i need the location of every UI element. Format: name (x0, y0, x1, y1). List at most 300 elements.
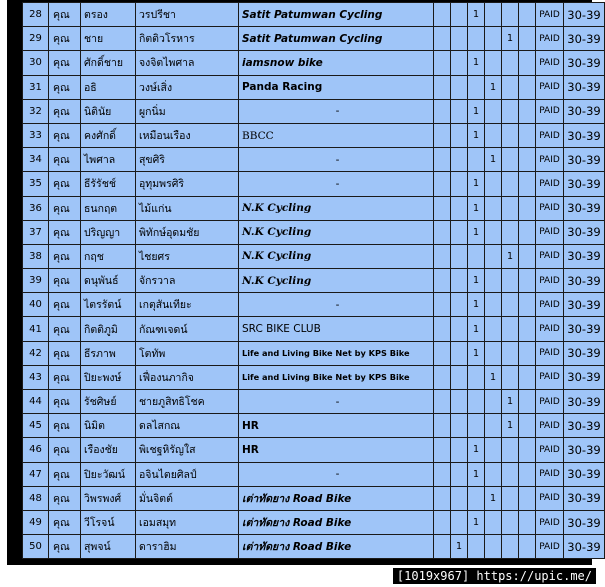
category-flag-6 (519, 220, 536, 244)
payment-status: PAID (536, 172, 564, 196)
category-flag-1 (434, 148, 451, 172)
category-flag-4 (485, 220, 502, 244)
rider-title: คุณ (49, 51, 81, 75)
rider-title: คุณ (49, 220, 81, 244)
table-row (23, 462, 605, 486)
rider-first-name: เรืองชัย (81, 438, 136, 462)
team-name: HR (239, 414, 434, 438)
rider-last-name: ไม้แก่น (136, 196, 239, 220)
category-flag-3: 1 (468, 317, 485, 341)
category-flag-3: 1 (468, 462, 485, 486)
payment-status: PAID (536, 3, 564, 27)
table-row (23, 220, 605, 244)
rider-first-name: นิตินัย (81, 99, 136, 123)
row-number: 30 (23, 51, 49, 75)
team-name: Life and Living Bike Net by KPS Bike (239, 365, 434, 389)
category-flag-1 (434, 438, 451, 462)
category-flag-6 (519, 341, 536, 365)
category-flag-2 (451, 172, 468, 196)
category-flag-2 (451, 196, 468, 220)
team-name: N.K Cycling (239, 196, 434, 220)
age-group: 30-39 (564, 535, 605, 559)
rider-title: คุณ (49, 172, 81, 196)
table-row (23, 510, 605, 534)
rider-title: คุณ (49, 365, 81, 389)
category-flag-3: 1 (468, 220, 485, 244)
category-flag-6 (519, 462, 536, 486)
age-group: 30-39 (564, 123, 605, 147)
payment-status: PAID (536, 462, 564, 486)
category-flag-5 (502, 462, 519, 486)
table-row (23, 244, 605, 268)
category-flag-2 (451, 3, 468, 27)
table-row (23, 27, 605, 51)
row-number: 39 (23, 269, 49, 293)
category-flag-4 (485, 535, 502, 559)
category-flag-6 (519, 486, 536, 510)
rider-last-name: จักรวาล (136, 269, 239, 293)
category-flag-3 (468, 414, 485, 438)
category-flag-2 (451, 123, 468, 147)
category-flag-6 (519, 123, 536, 147)
category-flag-6 (519, 317, 536, 341)
rider-last-name: จงจิตไพศาล (136, 51, 239, 75)
rider-last-name: ผูกนิ่ม (136, 99, 239, 123)
category-flag-3 (468, 244, 485, 268)
rider-last-name: ชายภูสิทธิโชค (136, 390, 239, 414)
category-flag-2 (451, 438, 468, 462)
category-flag-3: 1 (468, 341, 485, 365)
payment-status: PAID (536, 123, 564, 147)
category-flag-2 (451, 220, 468, 244)
category-flag-2 (451, 99, 468, 123)
team-name: BBCC (239, 123, 434, 147)
rider-title: คุณ (49, 486, 81, 510)
age-group: 30-39 (564, 27, 605, 51)
rider-first-name: สุพจน์ (81, 535, 136, 559)
payment-status: PAID (536, 510, 564, 534)
category-flag-1 (434, 244, 451, 268)
category-flag-5: 1 (502, 414, 519, 438)
document-frame (7, 0, 601, 565)
category-flag-1 (434, 27, 451, 51)
age-group: 30-39 (564, 148, 605, 172)
age-group: 30-39 (564, 99, 605, 123)
category-flag-4 (485, 317, 502, 341)
category-flag-5 (502, 293, 519, 317)
registration-table (22, 2, 605, 559)
payment-status: PAID (536, 341, 564, 365)
category-flag-6 (519, 244, 536, 268)
category-flag-3: 1 (468, 293, 485, 317)
category-flag-4 (485, 293, 502, 317)
category-flag-5: 1 (502, 390, 519, 414)
payment-status: PAID (536, 220, 564, 244)
category-flag-3 (468, 535, 485, 559)
category-flag-3: 1 (468, 51, 485, 75)
rider-last-name: วงษ์เสิ่ง (136, 75, 239, 99)
category-flag-2 (451, 51, 468, 75)
category-flag-1 (434, 414, 451, 438)
row-number: 50 (23, 535, 49, 559)
table-row (23, 486, 605, 510)
team-name: HR (239, 438, 434, 462)
category-flag-5 (502, 196, 519, 220)
age-group: 30-39 (564, 317, 605, 341)
category-flag-6 (519, 438, 536, 462)
category-flag-6 (519, 196, 536, 220)
team-name: - (239, 172, 434, 196)
payment-status: PAID (536, 269, 564, 293)
row-number: 43 (23, 365, 49, 389)
category-flag-6 (519, 390, 536, 414)
rider-last-name: อุทุมพรศิริ (136, 172, 239, 196)
rider-first-name: ธีรัรัชช์ (81, 172, 136, 196)
row-number: 40 (23, 293, 49, 317)
category-flag-3: 1 (468, 196, 485, 220)
age-group: 30-39 (564, 293, 605, 317)
category-flag-5 (502, 510, 519, 534)
category-flag-2 (451, 486, 468, 510)
rider-first-name: อธิ (81, 75, 136, 99)
rider-last-name: มั่นจิตต์ (136, 486, 239, 510)
rider-last-name: ไชยศร (136, 244, 239, 268)
team-name: N.K Cycling (239, 269, 434, 293)
table-row (23, 414, 605, 438)
age-group: 30-39 (564, 462, 605, 486)
category-flag-4 (485, 99, 502, 123)
category-flag-5 (502, 438, 519, 462)
payment-status: PAID (536, 51, 564, 75)
row-number: 35 (23, 172, 49, 196)
category-flag-2 (451, 269, 468, 293)
age-group: 30-39 (564, 172, 605, 196)
rider-first-name: วิพรพงศ์ (81, 486, 136, 510)
category-flag-6 (519, 3, 536, 27)
category-flag-2 (451, 462, 468, 486)
category-flag-4 (485, 3, 502, 27)
rider-first-name: ไพศาล (81, 148, 136, 172)
team-name: - (239, 99, 434, 123)
team-name: Satit Patumwan Cycling (239, 3, 434, 27)
category-flag-1 (434, 75, 451, 99)
category-flag-5 (502, 486, 519, 510)
category-flag-3 (468, 486, 485, 510)
rider-last-name: กิตติวโรหาร (136, 27, 239, 51)
age-group: 30-39 (564, 244, 605, 268)
rider-last-name: โตทัพ (136, 341, 239, 365)
team-name: Panda Racing (239, 75, 434, 99)
category-flag-6 (519, 99, 536, 123)
category-flag-2 (451, 27, 468, 51)
team-name: เต่าทัดยาง Road Bike (239, 510, 434, 534)
row-number: 42 (23, 341, 49, 365)
rider-last-name: เฟื่องนภากิจ (136, 365, 239, 389)
rider-last-name: อจินไตยศิลป์ (136, 462, 239, 486)
category-flag-6 (519, 293, 536, 317)
rider-last-name: เหมือนเรือง (136, 123, 239, 147)
table-row (23, 293, 605, 317)
table-row (23, 172, 605, 196)
table-row (23, 390, 605, 414)
rider-first-name: ธีรภาพ (81, 341, 136, 365)
category-flag-6 (519, 414, 536, 438)
category-flag-3 (468, 75, 485, 99)
rider-last-name: พิทักษ์อุดมชัย (136, 220, 239, 244)
payment-status: PAID (536, 148, 564, 172)
category-flag-6 (519, 365, 536, 389)
category-flag-6 (519, 535, 536, 559)
payment-status: PAID (536, 390, 564, 414)
payment-status: PAID (536, 196, 564, 220)
rider-title: คุณ (49, 123, 81, 147)
category-flag-5 (502, 220, 519, 244)
table-row (23, 317, 605, 341)
category-flag-1 (434, 341, 451, 365)
rider-first-name: ดนุพันธ์ (81, 269, 136, 293)
rider-first-name: ธนกฤต (81, 196, 136, 220)
category-flag-2 (451, 365, 468, 389)
rider-title: คุณ (49, 99, 81, 123)
age-group: 30-39 (564, 438, 605, 462)
team-name: N.K Cycling (239, 220, 434, 244)
team-name: Satit Patumwan Cycling (239, 27, 434, 51)
rider-first-name: กฤช (81, 244, 136, 268)
row-number: 31 (23, 75, 49, 99)
rider-first-name: คงศักดิ์ (81, 123, 136, 147)
category-flag-5 (502, 365, 519, 389)
rider-title: คุณ (49, 390, 81, 414)
category-flag-2 (451, 293, 468, 317)
rider-first-name: รัชศิษย์ (81, 390, 136, 414)
rider-last-name: ดาราฮิม (136, 535, 239, 559)
rider-first-name: ตรอง (81, 3, 136, 27)
category-flag-5: 1 (502, 27, 519, 51)
table-row (23, 269, 605, 293)
row-number: 46 (23, 438, 49, 462)
row-number: 28 (23, 3, 49, 27)
rider-title: คุณ (49, 438, 81, 462)
rider-first-name: ชาย (81, 27, 136, 51)
rider-title: คุณ (49, 462, 81, 486)
category-flag-3 (468, 27, 485, 51)
team-name: N.K Cycling (239, 244, 434, 268)
row-number: 48 (23, 486, 49, 510)
category-flag-3: 1 (468, 99, 485, 123)
age-group: 30-39 (564, 390, 605, 414)
rider-first-name: วีโรจน์ (81, 510, 136, 534)
team-name: - (239, 390, 434, 414)
category-flag-1 (434, 510, 451, 534)
category-flag-5 (502, 75, 519, 99)
category-flag-1 (434, 3, 451, 27)
team-name: SRC BIKE CLUB (239, 317, 434, 341)
rider-last-name: กัณฑเจดน์ (136, 317, 239, 341)
table-row (23, 196, 605, 220)
category-flag-6 (519, 51, 536, 75)
row-number: 33 (23, 123, 49, 147)
category-flag-1 (434, 172, 451, 196)
rider-first-name: ศักดิ์ชาย (81, 51, 136, 75)
category-flag-2 (451, 390, 468, 414)
table-row (23, 535, 605, 559)
category-flag-2 (451, 510, 468, 534)
category-flag-3: 1 (468, 123, 485, 147)
category-flag-5 (502, 99, 519, 123)
category-flag-6 (519, 148, 536, 172)
team-name: เต่าทัดยาง Road Bike (239, 486, 434, 510)
age-group: 30-39 (564, 75, 605, 99)
payment-status: PAID (536, 438, 564, 462)
payment-status: PAID (536, 75, 564, 99)
image-host-footer: [1019x967] https://upic.me/ (393, 568, 596, 584)
rider-title: คุณ (49, 414, 81, 438)
table-row (23, 365, 605, 389)
category-flag-3: 1 (468, 269, 485, 293)
rider-first-name: นิมิต (81, 414, 136, 438)
category-flag-5 (502, 172, 519, 196)
team-name: - (239, 293, 434, 317)
category-flag-4 (485, 269, 502, 293)
table-row (23, 99, 605, 123)
table-row (23, 123, 605, 147)
category-flag-5 (502, 148, 519, 172)
rider-title: คุณ (49, 3, 81, 27)
category-flag-4 (485, 341, 502, 365)
category-flag-3: 1 (468, 438, 485, 462)
rider-last-name: พิเชฐหิรัญใส (136, 438, 239, 462)
age-group: 30-39 (564, 3, 605, 27)
rider-first-name: กิตติภูมิ (81, 317, 136, 341)
category-flag-3 (468, 148, 485, 172)
rider-title: คุณ (49, 510, 81, 534)
row-number: 45 (23, 414, 49, 438)
category-flag-5 (502, 317, 519, 341)
age-group: 30-39 (564, 341, 605, 365)
category-flag-4 (485, 462, 502, 486)
rider-last-name: เกตุสันเทียะ (136, 293, 239, 317)
row-number: 29 (23, 27, 49, 51)
category-flag-1 (434, 123, 451, 147)
category-flag-1 (434, 535, 451, 559)
rider-title: คุณ (49, 75, 81, 99)
category-flag-1 (434, 486, 451, 510)
row-number: 34 (23, 148, 49, 172)
row-number: 36 (23, 196, 49, 220)
rider-title: คุณ (49, 27, 81, 51)
category-flag-3: 1 (468, 510, 485, 534)
category-flag-6 (519, 510, 536, 534)
team-name: Life and Living Bike Net by KPS Bike (239, 341, 434, 365)
category-flag-5 (502, 51, 519, 75)
category-flag-5 (502, 269, 519, 293)
row-number: 38 (23, 244, 49, 268)
rider-title: คุณ (49, 196, 81, 220)
category-flag-3 (468, 390, 485, 414)
row-number: 44 (23, 390, 49, 414)
rider-first-name: ปิยะวัฒน์ (81, 462, 136, 486)
payment-status: PAID (536, 293, 564, 317)
category-flag-3: 1 (468, 3, 485, 27)
row-number: 32 (23, 99, 49, 123)
rider-last-name: เอมสมุท (136, 510, 239, 534)
age-group: 30-39 (564, 414, 605, 438)
category-flag-4 (485, 123, 502, 147)
row-number: 47 (23, 462, 49, 486)
rider-title: คุณ (49, 293, 81, 317)
category-flag-1 (434, 390, 451, 414)
category-flag-1 (434, 269, 451, 293)
table-row (23, 438, 605, 462)
category-flag-4: 1 (485, 148, 502, 172)
age-group: 30-39 (564, 486, 605, 510)
rider-title: คุณ (49, 341, 81, 365)
age-group: 30-39 (564, 51, 605, 75)
category-flag-3 (468, 365, 485, 389)
row-number: 41 (23, 317, 49, 341)
category-flag-6 (519, 269, 536, 293)
rider-last-name: สุขศิริ (136, 148, 239, 172)
rider-title: คุณ (49, 148, 81, 172)
payment-status: PAID (536, 99, 564, 123)
team-name: - (239, 462, 434, 486)
rider-first-name: ปริญญา (81, 220, 136, 244)
category-flag-5 (502, 341, 519, 365)
category-flag-5 (502, 535, 519, 559)
payment-status: PAID (536, 244, 564, 268)
age-group: 30-39 (564, 196, 605, 220)
category-flag-5 (502, 3, 519, 27)
category-flag-4 (485, 414, 502, 438)
category-flag-1 (434, 462, 451, 486)
category-flag-2 (451, 341, 468, 365)
category-flag-6 (519, 27, 536, 51)
category-flag-4 (485, 438, 502, 462)
table-row (23, 148, 605, 172)
table-row (23, 3, 605, 27)
rider-last-name: ดลไสกณ (136, 414, 239, 438)
payment-status: PAID (536, 414, 564, 438)
category-flag-4: 1 (485, 486, 502, 510)
category-flag-4 (485, 172, 502, 196)
category-flag-4: 1 (485, 75, 502, 99)
category-flag-2 (451, 148, 468, 172)
rider-title: คุณ (49, 535, 81, 559)
table-body (23, 3, 605, 559)
category-flag-4 (485, 390, 502, 414)
category-flag-4 (485, 51, 502, 75)
category-flag-4 (485, 244, 502, 268)
category-flag-5: 1 (502, 244, 519, 268)
rider-first-name: ปิยะพงษ์ (81, 365, 136, 389)
category-flag-6 (519, 172, 536, 196)
category-flag-2 (451, 75, 468, 99)
rider-title: คุณ (49, 269, 81, 293)
category-flag-2 (451, 317, 468, 341)
category-flag-1 (434, 317, 451, 341)
row-number: 37 (23, 220, 49, 244)
category-flag-4 (485, 510, 502, 534)
category-flag-3: 1 (468, 172, 485, 196)
team-name: iamsnow bike (239, 51, 434, 75)
category-flag-5 (502, 123, 519, 147)
rider-first-name: ไตรรัตน์ (81, 293, 136, 317)
table-row (23, 51, 605, 75)
team-name: - (239, 148, 434, 172)
payment-status: PAID (536, 486, 564, 510)
payment-status: PAID (536, 27, 564, 51)
age-group: 30-39 (564, 510, 605, 534)
